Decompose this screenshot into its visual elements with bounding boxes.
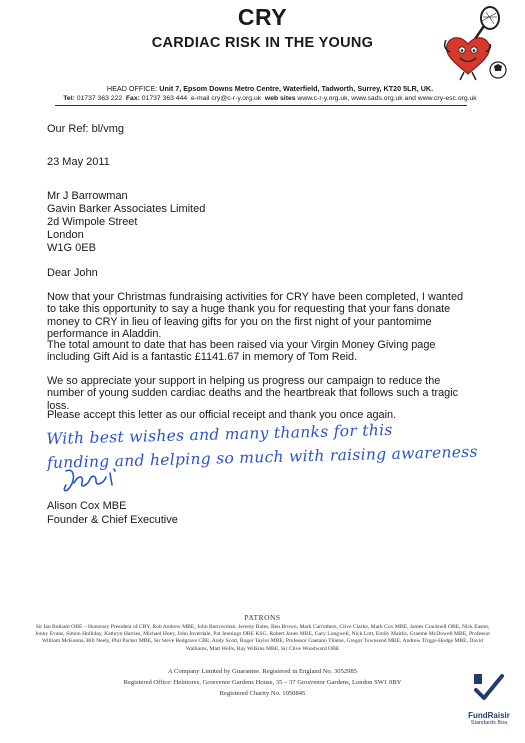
registered-office: Registered Office: Helmores, Grosvenor Gardens House, 35 – 37 Grosvenor Gardens, London SW1 0BY bbox=[123, 679, 402, 686]
head-office-address bbox=[40, 84, 500, 93]
header-rule bbox=[55, 105, 467, 106]
head-office-label: HEAD OFFICE: bbox=[106, 84, 158, 93]
recipient-line: Gavin Barker Associates Limited bbox=[47, 203, 206, 215]
fundraising-standards-badge bbox=[458, 672, 520, 726]
company-registration: A Company Limited by Guarantee. Registered in England No. 3052985 bbox=[167, 668, 358, 675]
paragraph: We so appreciate your support in helping us progress our campaign to reduce the number of young sudden cardiac deaths and the heartbreak that follows such a tragic loss. bbox=[47, 375, 459, 412]
handwritten-line: funding and helping so much with raising awareness bbox=[46, 442, 478, 472]
fax-label: Fax: bbox=[125, 95, 140, 102]
head-office-address-text: Unit 7, Epsom Downs Metro Centre, Waterfield, Tadworth, Surrey, KT20 5LR, UK. bbox=[159, 84, 434, 93]
badge-name: FundRaisir bbox=[468, 711, 510, 720]
charity-number: Registered Charity No. 1050845 bbox=[219, 690, 306, 697]
contact-line bbox=[40, 95, 500, 102]
handwritten-line: With best wishes and many thanks for this bbox=[46, 420, 393, 448]
our-reference: Our Ref: bl/vmg bbox=[47, 123, 125, 135]
org-full-name: CARDIAC RISK IN THE YOUNG bbox=[151, 35, 374, 51]
email-label: e-mail bbox=[190, 95, 210, 102]
fax-number: 01737 363 444 bbox=[141, 95, 188, 102]
email-address: cry@c-r-y.org.uk bbox=[211, 95, 262, 102]
org-short-name: CRY bbox=[237, 4, 288, 30]
letter-date: 23 May 2011 bbox=[47, 156, 110, 168]
paragraph: Now that your Christmas fundraising activities for CRY have been completed, I wanted to take this opportunity to say a huge thank you for requesting that your fans donate money to CRY in lieu of leaving gifts for you on the first night of your pantomime performance in Aladdin. bbox=[47, 291, 464, 340]
fundraising-tick-icon bbox=[472, 672, 506, 706]
websites: www.c-r-y.org.uk, www.sads.org.uk and www.cry-esc.org.uk bbox=[297, 95, 477, 102]
recipient-address bbox=[47, 190, 472, 255]
patrons-heading: PATRONS bbox=[244, 613, 281, 622]
signature-scribble bbox=[60, 465, 130, 502]
recipient-line: Mr J Barrowman bbox=[47, 190, 128, 202]
cry-heart-logo bbox=[440, 4, 518, 87]
badge-subtitle: Standards Boa bbox=[470, 720, 508, 726]
web-label: web sites bbox=[264, 95, 296, 102]
patrons-list: Sir Ian Botham OBE – Honorary President of CRY, Rob Andrew MBE, John Barrowman, Jeremy Bates, Ben Brown, Mark Carruthers, Clive Clarke, Mark Cox MBE, James Cracknell OBE, Nick Easter, Jonny Evans, Simon Holliday, Kathryn Harries, Michael Hoey, John Inverdale, Pat Jennings OBE KSG, Robert Jones MBE, Gary Longwell, Nick Lott, Emily Maitlis, Graeme McDowell MBE, Professor William McKenna, Bill Neely, Phil Packer MBE, Sir Steve Redgrave CBE, Andy Scott, Roger Taylor MBE, Professor Gaetano Thiene, Gregor Townsend MBE, Andrew Triggs-Hodge MBE, David Walliams, Matt Wells, Ray Wilkins MBE, Sir Clive Woodward OBE bbox=[34, 624, 491, 652]
signatory-title: Founder & Chief Executive bbox=[47, 514, 178, 526]
tel-label: Tel: bbox=[63, 95, 75, 102]
recipient-line: London bbox=[47, 229, 84, 241]
tel-number: 01737 363 222 bbox=[76, 95, 123, 102]
recipient-line: W1G 0EB bbox=[47, 242, 96, 254]
salutation: Dear John bbox=[47, 267, 98, 279]
paragraph: Please accept this letter as our official receipt and thank you once again. bbox=[47, 409, 397, 421]
recipient-line: 2d Wimpole Street bbox=[47, 216, 138, 228]
signatory-name: Alison Cox MBE bbox=[47, 500, 127, 512]
paragraph: The total amount to date that has been raised via your Virgin Money Giving page including Gift Aid is a fantastic £1141.67 in memory of Tom Reid. bbox=[47, 339, 436, 364]
